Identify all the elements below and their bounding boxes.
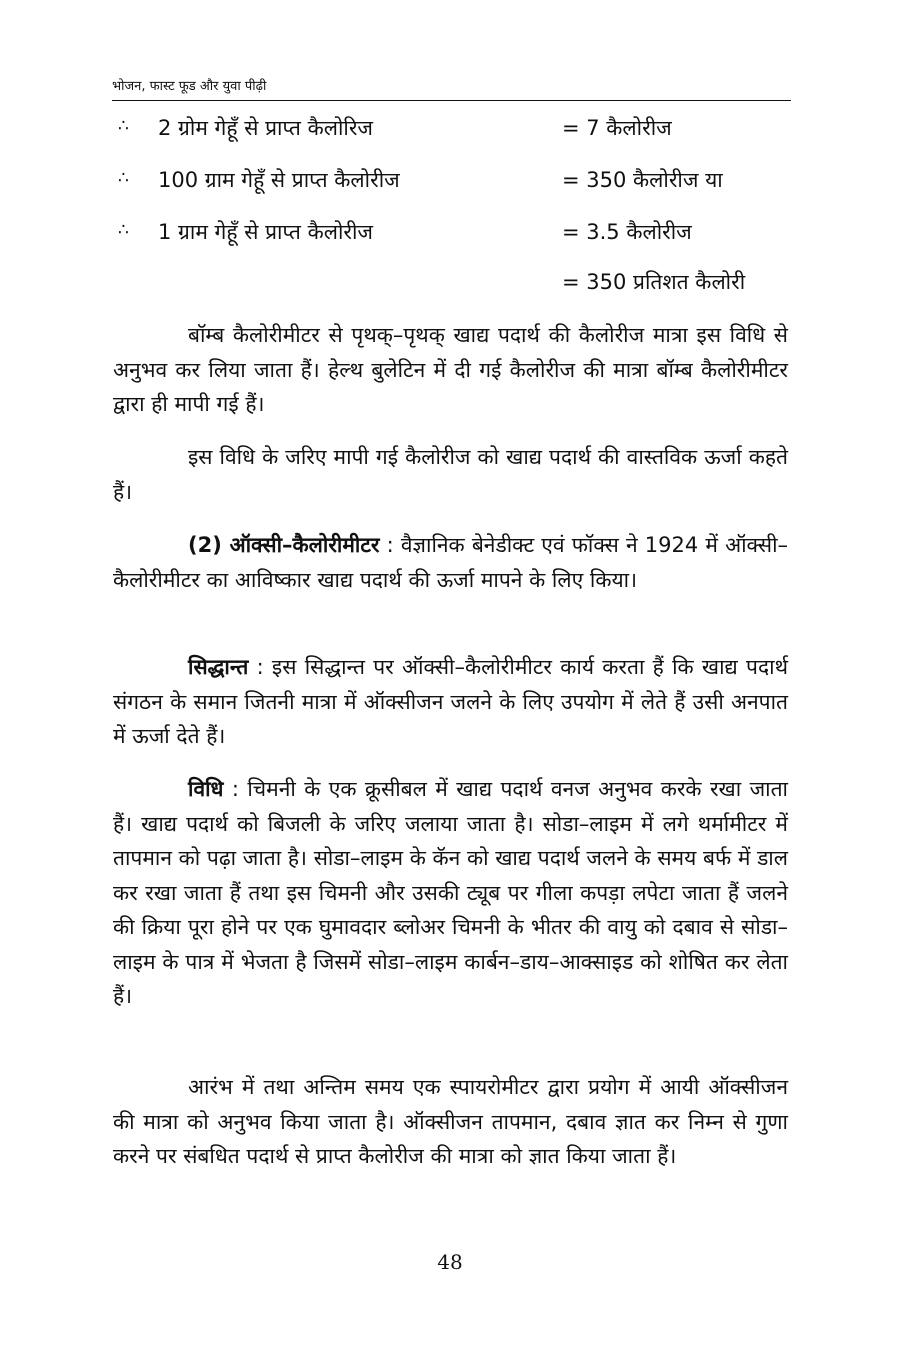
calculation-row xyxy=(118,166,790,196)
calculation-row xyxy=(118,218,790,248)
paragraph-actual-energy xyxy=(113,440,788,509)
running-header: भोजन, फास्ट फूड और युवा पीढ़ी xyxy=(112,79,267,94)
paragraph-text: बॉम्ब कैलोरीमीटर से पृथक्–पृथक् खाद्य पदार्थ की कैलोरीज मात्रा इस विधि से अनुभव कर लिया जाता हैं। हेल्थ बुलेटिन में दी गई कैलोरीज की मात्रा बॉम्ब कैलोरीमीटर द्वारा ही मापी गई हैं। xyxy=(113,323,788,416)
calculation-rhs: = 350 कैलोरीज या xyxy=(562,168,723,192)
paragraph-method xyxy=(113,772,788,1014)
calculation-row xyxy=(118,268,790,298)
header-divider xyxy=(112,100,791,101)
section-heading: विधि xyxy=(188,777,224,801)
therefore-symbol: ∴ xyxy=(118,116,129,136)
paragraph-principle xyxy=(113,650,788,754)
calculation-lhs: 2 ग्रोम गेहूँ से प्राप्त कैलोरिज xyxy=(158,116,373,140)
therefore-symbol: ∴ xyxy=(118,168,129,188)
calculation-lhs: 100 ग्राम गेहूँ से प्राप्त कैलोरीज xyxy=(158,168,400,192)
paragraph-text: आरंभ में तथा अन्तिम समय एक स्पायरोमीटर द्वारा प्रयोग में आयी ऑक्सीजन की मात्रा को अनुभव किया जाता है। ऑक्सीजन तापमान, दबाव ज्ञात कर निम्न से गुणा करने पर संबधित पदार्थ से प्राप्त कैलोरीज की मात्रा को ज्ञात किया जाता हैं। xyxy=(113,1075,788,1168)
paragraph-bomb-calorimeter xyxy=(113,318,788,422)
section-heading: सिद्धान्त xyxy=(188,655,249,679)
calculation-rhs: = 350 प्रतिशत कैलोरी xyxy=(562,270,746,294)
paragraph-spirometer xyxy=(113,1070,788,1174)
paragraph-text: : वैज्ञानिक बेनेडीक्ट एवं फॉक्स ने 1924 में ऑक्सी–कैलोरीमीटर का आविष्कार खाद्य पदार्थ की ऊर्जा मापने के लिए किया। xyxy=(113,533,789,592)
paragraph-text: : चिमनी के एक क्रूसीबल में खाद्य पदार्थ वनज अनुभव करके रखा जाता हैं। खाद्य पदार्थ को बिजली के जरिए जलाया जाता है। सोडा–लाइम में लगे थर्मामीटर में तापमान को पढ़ा जाता है। सोडा–लाइम के कॅन को खाद्य पदार्थ जलने के समय बर्फ में डाल कर रखा जाता हैं तथा इस चिमनी और उसकी ट्यूब पर गीला कपड़ा लपेटा जाता हैं जलने की क्रिया पूरा होने पर एक घुमावदार ब्लोअर चिमनी के भीतर की वायु को दबाव से सोडा–लाइम के पात्र में भेजता है जिसमें सोडा–लाइम कार्बन–डाय–आक्साइड को शोषित कर लेता हैं। xyxy=(113,777,788,1008)
paragraph-text: इस विधि के जरिए मापी गई कैलोरीज को खाद्य पदार्थ की वास्तविक ऊर्जा कहते हैं। xyxy=(113,445,788,504)
calculation-rhs: = 3.5 कैलोरीज xyxy=(562,220,692,244)
calculation-lhs: 1 ग्राम गेहूँ से प्राप्त कैलोरीज xyxy=(158,220,373,244)
therefore-symbol: ∴ xyxy=(118,220,129,240)
page-number: 48 xyxy=(437,1250,463,1274)
section-heading: (2) ऑक्सी–कैलोरीमीटर xyxy=(188,533,380,557)
paragraph-oxy-calorimeter xyxy=(113,528,788,597)
calculation-row xyxy=(118,114,790,144)
paragraph-text: : इस सिद्धान्त पर ऑक्सी–कैलोरीमीटर कार्य करता हैं कि खाद्य पदार्थ संगठन के समान जितनी मात्रा में ऑक्सीजन जलने के लिए उपयोग में लेते हैं उसी अनपात में ऊर्जा देते हैं। xyxy=(113,655,788,748)
calculation-rhs: = 7 कैलोरीज xyxy=(562,116,672,140)
